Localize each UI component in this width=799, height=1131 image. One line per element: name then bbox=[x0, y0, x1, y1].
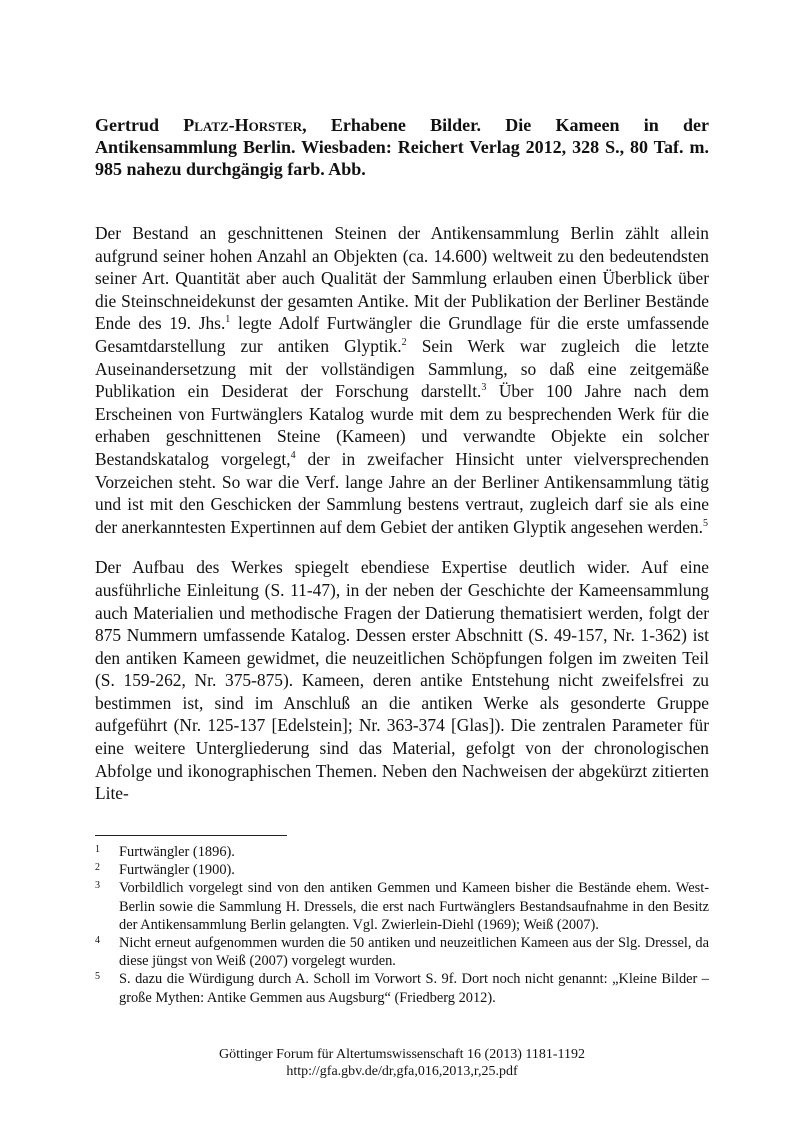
footnotes bbox=[95, 843, 709, 1007]
document-url[interactable]: http://gfa.gbv.de/dr,gfa,016,2013,r,25.pdf bbox=[286, 1063, 518, 1079]
paragraph-1-seg-1: Der Bestand an geschnittenen Steinen der Antikensammlung Berlin zählt allein aufgrund seiner hohen Anzahl an Objekten (ca. 14.600) weltweit zu den bedeutendsten seiner Art. Quantität aber auch Qualität der Sammlung erlauben einen Überblick über die Steinschneidekunst der gesamten Antike. Mit der Publikation der Berliner Bestände Ende des 19. Jhs. bbox=[95, 223, 709, 334]
review-heading bbox=[95, 114, 709, 180]
paragraph-1-seg-4: Über 100 Jahre nach dem Erscheinen von Furtwänglers Katalog wurde mit dem zu besprechenden Werk für die erhaben geschnittenen Steine (Kameen) und verwandte Objekte ein solcher Bestandskatalog vorgelegt, bbox=[95, 381, 709, 469]
book-title: , Erhabene Bilder. Die Kameen in der Antikensammlung Berlin. Wiesbaden: Reichert Verlag 2012, 328 S., 80 Taf. m. 985 nahezu durchgängig farb. Abb. bbox=[95, 115, 710, 179]
footnote-number: 1 bbox=[95, 844, 100, 855]
footnote-ref-3[interactable]: 3 bbox=[481, 382, 487, 394]
journal-citation: Göttinger Forum für Altertumswissenschaft 16 (2013) 1181-1192 bbox=[218, 1047, 586, 1062]
footnote-ref-5[interactable]: 5 bbox=[702, 517, 708, 529]
footnote-text: Furtwängler (1896). bbox=[119, 844, 235, 860]
footnote-number: 3 bbox=[95, 880, 100, 892]
footnote-number: 5 bbox=[95, 971, 100, 983]
author-last-name: Platz-Horster bbox=[183, 115, 303, 135]
footnote-text: Nicht erneut aufgenommen wurden die 50 antiken und neuzeitlichen Kameen aus der Slg. Dressel, da diese jüngst von Weiß (2007) vorgelegt wurden. bbox=[119, 935, 709, 970]
footnote-number: 2 bbox=[95, 862, 100, 874]
footnote-ref-2[interactable]: 2 bbox=[401, 337, 407, 349]
paragraph-2: Der Aufbau des Werkes spiegelt ebendiese Expertise deutlich wider. Auf eine ausführliche Einleitung (S. 11-47), in der neben der Geschichte der Kameensammlung auch Materialien und methodische Fragen der Datierung thematisiert werden, folgt der 875 Nummern umfassende Katalog. Dessen erster Abschnitt (S. 49-157, Nr. 1-362) ist den antiken Kameen gewidmet, die neuzeitlichen Schöpfungen folgen im zweiten Teil (S. 159-262, Nr. 375-875). Kameen, deren antike Entstehung nicht zweifelsfrei zu bestimmen ist, sind im Anschluß an die antiken Werke als gesonderte Gruppe aufgeführt (Nr. 125-137 [Edelstein]; Nr. 363-374 [Glas]). Die zentralen Parameter für eine weitere Untergliederung sind das Material, gefolgt von der chronologischen Abfolge und ikonographischen Themen. Neben den Nachweisen der abgekürzt zitierten Lite- bbox=[95, 557, 709, 804]
footnote-text: Furtwängler (1900). bbox=[119, 862, 235, 879]
footnote-3 bbox=[95, 879, 709, 934]
paragraph-1-seg-5: der in zweifacher Hinsicht unter vielversprechenden Vorzeichen steht. So war die Verf. lange Jahre an der Berliner Antikensammlung tätig und ist mit den Geschicken der Sammlung bestens vertraut, zugleich darf sie als eine der anerkanntesten Expertinnen auf dem Gebiet der antiken Glyptik angesehen werden. bbox=[95, 448, 709, 537]
paragraph-1-seg-3: Sein Werk war zugleich die letzte Auseinandersetzung mit der vollständigen Sammlung, so daß eine zeitgemäße Publikation ein Desiderat der Forschung darstellt. bbox=[95, 335, 709, 402]
author-first-name: Gertrud bbox=[95, 115, 159, 135]
footnote-separator bbox=[95, 835, 287, 836]
footnote-ref-1[interactable]: 1 bbox=[225, 314, 231, 326]
footnote-1 bbox=[95, 843, 709, 861]
footnote-text: S. dazu die Würdigung durch A. Scholl im Vorwort S. 9f. Dort noch nicht genannt: „Kleine Bilder – große Mythen: Antike Gemmen aus Augsburg“ (Friedberg 2012). bbox=[119, 971, 709, 1006]
page-footer bbox=[95, 1047, 709, 1080]
footnote-number: 4 bbox=[95, 935, 100, 947]
paragraph-1 bbox=[95, 222, 709, 538]
footnote-2 bbox=[95, 861, 709, 879]
footnote-text: Vorbildlich vorgelegt sind von den antiken Gemmen und Kameen bisher die Bestände ehem. West-Berlin sowie die Sammlung H. Dressels, die erst nach Furtwänglers Bestandsaufnahme in den Besitz der Antikensammlung Berlin gelangten. Vgl. Zwierlein-Diehl (1969); Weiß (2007). bbox=[119, 880, 709, 933]
footnote-4 bbox=[95, 934, 709, 970]
footnote-5 bbox=[95, 970, 709, 1006]
paragraph-1-seg-2: legte Adolf Furtwängler die Grundlage für die erste umfassende Gesamtdarstellung zur antiken Glyptik. bbox=[95, 313, 709, 356]
footnote-ref-4[interactable]: 4 bbox=[290, 450, 296, 462]
review-body bbox=[95, 222, 709, 823]
